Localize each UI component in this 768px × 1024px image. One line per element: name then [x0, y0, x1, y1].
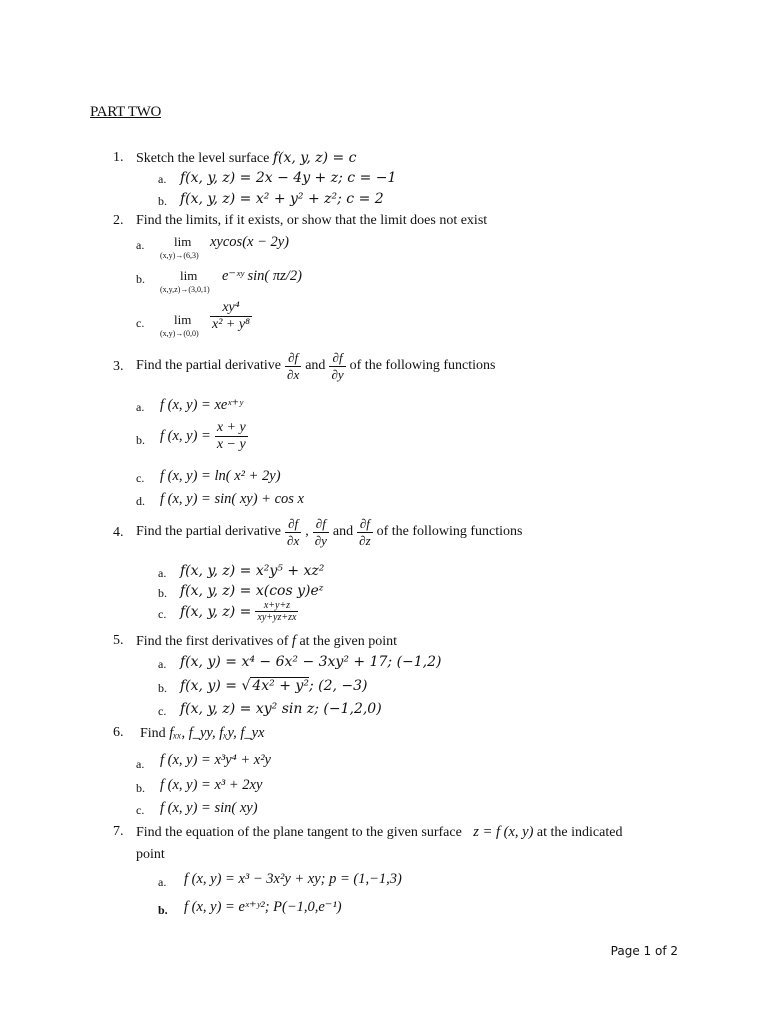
- q7-number: 7.: [113, 824, 124, 839]
- q4c-label: c.: [158, 607, 167, 621]
- q3-derivative-y: [329, 350, 345, 383]
- q7a-label: a.: [158, 875, 167, 889]
- q4-dfz-den: ∂z: [359, 532, 371, 548]
- section-heading: PART TWO: [90, 104, 162, 120]
- q4-derivative-z: [357, 516, 372, 549]
- q4a-label: a.: [158, 566, 167, 580]
- q3-dfx-den: ∂x: [287, 366, 300, 382]
- q3b-lhs: f (x, y) =: [160, 428, 211, 444]
- q6c-expr: f (x, y) = sin( xy): [160, 800, 258, 816]
- q5-text: [136, 633, 397, 650]
- q4-derivative-x: [285, 516, 301, 549]
- page-footer: Page 1 of 2: [610, 944, 678, 958]
- q5b-lhs: f(x, y) = √: [180, 678, 251, 694]
- q4b-label: b.: [158, 586, 167, 600]
- q1a-label: a.: [158, 172, 167, 186]
- q3-prompt: Find the partial derivative: [136, 358, 282, 373]
- q3c-expr: f (x, y) = ln( x² + 2y): [160, 468, 281, 484]
- q4-tail: of the following functions: [376, 524, 523, 539]
- q2c-lim: lim: [174, 312, 192, 327]
- q3-text: [136, 345, 495, 387]
- q2b-lim: lim: [180, 268, 198, 283]
- q2b-lim-sub: (x,y,z)→(3,0,1): [160, 285, 210, 294]
- q5b-label: b.: [158, 681, 167, 695]
- q3-derivative-x: [285, 350, 301, 383]
- q6a-expr: f (x, y) = x³y⁴ + x²y: [160, 752, 271, 768]
- q2-number: 2.: [113, 213, 124, 228]
- q4-text: [136, 511, 522, 553]
- q7-text-line2: point: [136, 847, 165, 862]
- q2a-label: a.: [136, 238, 145, 252]
- q2c-numerator: xy⁴: [210, 300, 252, 317]
- q7-text: [136, 824, 622, 841]
- q2b-label: b.: [136, 272, 145, 286]
- q2c-denominator: x² + y⁸: [212, 317, 250, 332]
- q6-expr: fₓₓ, f_yy, fₓy, f_yx: [169, 725, 265, 741]
- q4-dfx-den: ∂x: [287, 532, 300, 548]
- q6b-label: b.: [136, 781, 145, 795]
- q2c-label: c.: [136, 316, 145, 330]
- q6-text: [140, 725, 265, 742]
- q2a-expr: xycos(x − 2y): [210, 234, 290, 250]
- q4c-expr: [180, 600, 298, 623]
- q7b-label: b.: [158, 903, 168, 917]
- q5b-radicand: 4x² + y²: [252, 678, 309, 694]
- q2a-lim: lim: [174, 234, 192, 249]
- q5c-label: c.: [158, 704, 167, 718]
- q3b-expr: [160, 420, 248, 453]
- q3a-label: a.: [136, 400, 145, 414]
- q3d-expr: f (x, y) = sin( xy) + cos x: [160, 491, 304, 507]
- q1-expr: f(x, y, z) = c: [272, 150, 357, 166]
- q2b-expr: e⁻ˣʸ sin( πz/2): [222, 268, 302, 284]
- q5-number: 5.: [113, 633, 124, 648]
- q4-prompt: Find the partial derivative: [136, 524, 282, 539]
- q5c-expr: f(x, y, z) = xy² sin z; (−1,2,0): [180, 701, 382, 717]
- q2a-lim-sub: (x,y)→(6,3): [160, 251, 199, 260]
- q3-dfy-num: ∂f: [329, 350, 345, 367]
- q5a-label: a.: [158, 657, 167, 671]
- q4-number: 4.: [113, 525, 124, 540]
- q7-prompt: Find the equation of the plane tangent to the given surface: [136, 825, 462, 840]
- q3-dfx-num: ∂f: [285, 350, 301, 367]
- q1b-label: b.: [158, 194, 167, 208]
- q3d-label: d.: [136, 494, 145, 508]
- q1-number: 1.: [113, 150, 124, 165]
- q7b-expr: f (x, y) = eˣ⁺ʸ²; P(−1,0,e⁻¹): [184, 899, 342, 915]
- q3b-denominator: x − y: [216, 437, 246, 452]
- q7a-expr: f (x, y) = x³ − 3x²y + xy; p = (1,−1,3): [184, 871, 402, 887]
- q5-prompt: Find the first derivatives of: [136, 634, 289, 649]
- q5b-expr: [180, 678, 368, 694]
- q7-tail: at the indicated: [536, 825, 623, 840]
- q3c-label: c.: [136, 471, 145, 485]
- q1b-expr: f(x, y, z) = x² + y² + z²; c = 2: [180, 191, 384, 207]
- q4-dfx-num: ∂f: [285, 516, 301, 533]
- q7-expr: z = f (x, y): [473, 824, 534, 840]
- q4b-expr: f(x, y, z) = x(cos y)eᶻ: [180, 583, 324, 599]
- q4a-expr: f(x, y, z) = x²y⁵ + xz²: [180, 563, 325, 579]
- q5-f: f: [291, 633, 296, 649]
- q4c-lhs: f(x, y, z) =: [180, 603, 252, 620]
- q3b-label: b.: [136, 433, 145, 447]
- q4c-fraction: [255, 600, 298, 623]
- q4-and: and: [332, 524, 354, 539]
- q3b-fraction: [215, 420, 248, 453]
- q5b-rest: ; (2, −3): [308, 678, 368, 694]
- q3-number: 3.: [113, 359, 124, 374]
- q1-prompt: Sketch the level surface: [136, 151, 270, 166]
- q4-dfz-num: ∂f: [357, 516, 372, 533]
- q4c-numerator: x+y+z: [255, 600, 298, 612]
- q2c-fraction: [210, 300, 252, 333]
- q6c-label: c.: [136, 803, 145, 817]
- q1a-expr: f(x, y, z) = 2x − 4y + z; c = −1: [180, 170, 397, 186]
- q4-dfy-den: ∂y: [314, 532, 327, 548]
- q3-tail: of the following functions: [349, 358, 496, 373]
- q6b-expr: f (x, y) = x³ + 2xy: [160, 777, 263, 793]
- q1-text: [136, 150, 357, 167]
- q2c-lim-sub: (x,y)→(0,0): [160, 329, 199, 338]
- q3a-expr: f (x, y) = xeˣ⁺ʸ: [160, 397, 243, 413]
- q2-text: Find the limits, if it exists, or show that the limit does not exist: [136, 213, 488, 228]
- q3-dfy-den: ∂y: [331, 366, 344, 382]
- q4-derivative-y: [313, 516, 329, 549]
- q4-comma: ,: [305, 524, 309, 539]
- q3b-numerator: x + y: [216, 420, 246, 435]
- q4-dfy-num: ∂f: [313, 516, 329, 533]
- q3-and: and: [305, 358, 326, 373]
- q4c-denominator: xy+yz+zx: [257, 612, 297, 623]
- q6-prompt: Find: [140, 726, 166, 741]
- q5-tail: at the given point: [299, 634, 398, 649]
- q6-number: 6.: [113, 725, 124, 740]
- q6a-label: a.: [136, 757, 145, 771]
- q5a-expr: f(x, y) = x⁴ − 6x² − 3xy² + 17; (−1,2): [180, 654, 442, 670]
